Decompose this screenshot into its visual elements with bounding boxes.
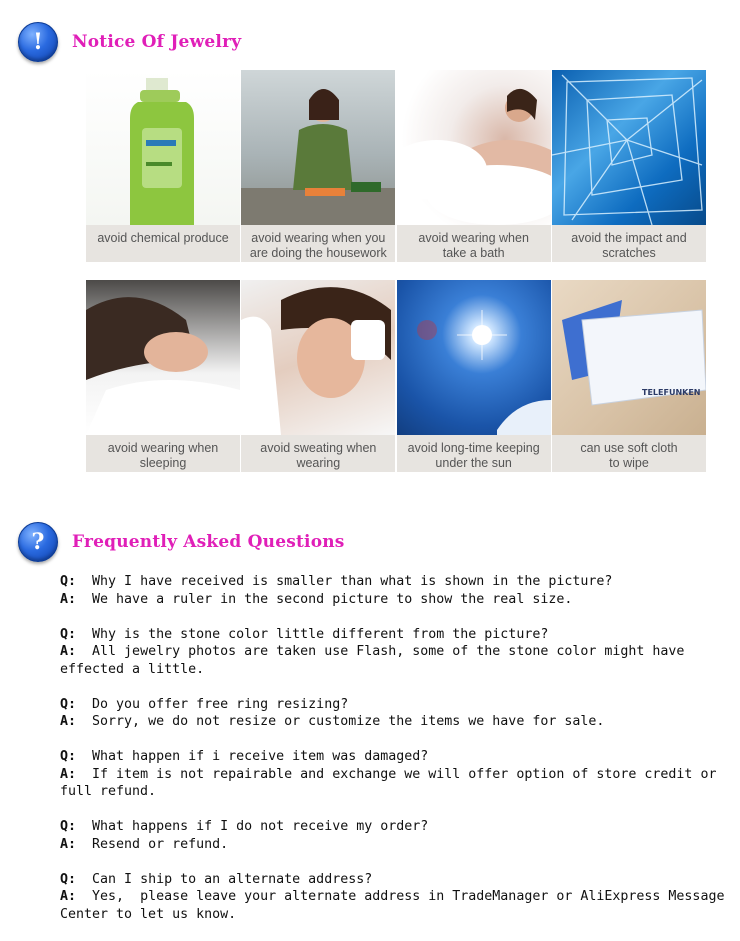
notice-header xyxy=(18,22,241,62)
notice-item xyxy=(552,70,706,262)
answer-text: All jewelry photos are taken use Flash, some of the stone color might have effected a little. xyxy=(60,644,693,677)
faq-item xyxy=(60,696,725,731)
question-label: Q: xyxy=(60,626,77,642)
woman-bathing-image xyxy=(397,70,551,225)
faq-item xyxy=(60,748,725,801)
answer-text: Sorry, we do not resize or customize the items we have for sale. xyxy=(92,714,605,729)
notice-caption: avoid long-time keeping under the sun xyxy=(407,441,540,470)
question-label: Q: xyxy=(60,749,77,764)
question-text: Can I ship to an alternate address? xyxy=(92,871,373,887)
faq-header xyxy=(18,522,345,562)
woman-wiping-sweat-image xyxy=(241,280,395,435)
question-icon: ? xyxy=(18,522,58,562)
faq-item xyxy=(60,626,725,679)
woman-cooking-image xyxy=(241,70,395,225)
question-text: Why is the stone color little different from the picture? xyxy=(92,626,549,642)
faq-item xyxy=(60,818,725,853)
notice-item xyxy=(241,280,395,472)
notice-item xyxy=(86,70,240,262)
question-label: Q: xyxy=(60,696,77,712)
question-text: What happens if I do not receive my order? xyxy=(92,819,429,834)
answer-text: Yes, please leave your alternate address in TradeManager or AliExpress Message Center to let us know. xyxy=(60,889,733,922)
question-text: Do you offer free ring resizing? xyxy=(92,696,349,712)
notice-item xyxy=(241,70,395,262)
notice-caption: avoid wearing when take a bath xyxy=(418,231,529,260)
answer-label: A: xyxy=(60,591,77,607)
notice-caption: avoid wearing when sleeping xyxy=(107,441,219,470)
answer-label: A: xyxy=(60,836,77,852)
question-text: What happen if i receive item was damaged? xyxy=(92,749,429,764)
question-label: Q: xyxy=(60,819,77,834)
notice-caption: can use soft cloth to wipe xyxy=(580,441,678,470)
broken-glass-image xyxy=(552,70,706,225)
notice-caption: avoid chemical produce xyxy=(97,231,229,245)
notice-item xyxy=(86,280,240,472)
notice-item xyxy=(397,70,551,262)
notice-grid-row-2 xyxy=(86,280,708,472)
exclamation-icon: ! xyxy=(18,22,58,62)
cloth-logo: TELEFUNKEN xyxy=(641,388,701,397)
notice-caption: avoid sweating when wearing xyxy=(260,441,377,470)
notice-grid-row-1 xyxy=(86,70,708,262)
notice-caption: avoid the impact and scratches xyxy=(571,231,687,260)
faq-item xyxy=(60,573,725,608)
faq-list xyxy=(60,573,733,941)
answer-label: A: xyxy=(60,889,77,904)
answer-text: We have a ruler in the second picture to show the real size. xyxy=(92,591,573,607)
notice-title: Notice Of Jewelry xyxy=(72,32,242,52)
notice-caption: avoid wearing when you are doing the housework xyxy=(249,231,387,260)
woman-sleeping-image xyxy=(86,280,240,435)
question-label: Q: xyxy=(60,871,77,887)
faq-item xyxy=(60,871,733,924)
answer-text: If item is not repairable and exchange we will offer option of store credit or full refund. xyxy=(60,766,725,799)
question-label: Q: xyxy=(60,574,77,589)
answer-text: Resend or refund. xyxy=(92,836,229,852)
detergent-bottle-image xyxy=(86,70,240,225)
answer-label: A: xyxy=(60,766,77,782)
sun-in-sky-image xyxy=(397,280,551,435)
answer-label: A: xyxy=(60,714,77,729)
cleaning-cloth-image xyxy=(552,280,706,435)
notice-item xyxy=(552,280,706,472)
question-text: Why I have received is smaller than what is shown in the picture? xyxy=(92,574,613,589)
answer-label: A: xyxy=(60,644,77,659)
notice-item xyxy=(397,280,551,472)
faq-title: Frequently Asked Questions xyxy=(72,532,345,552)
